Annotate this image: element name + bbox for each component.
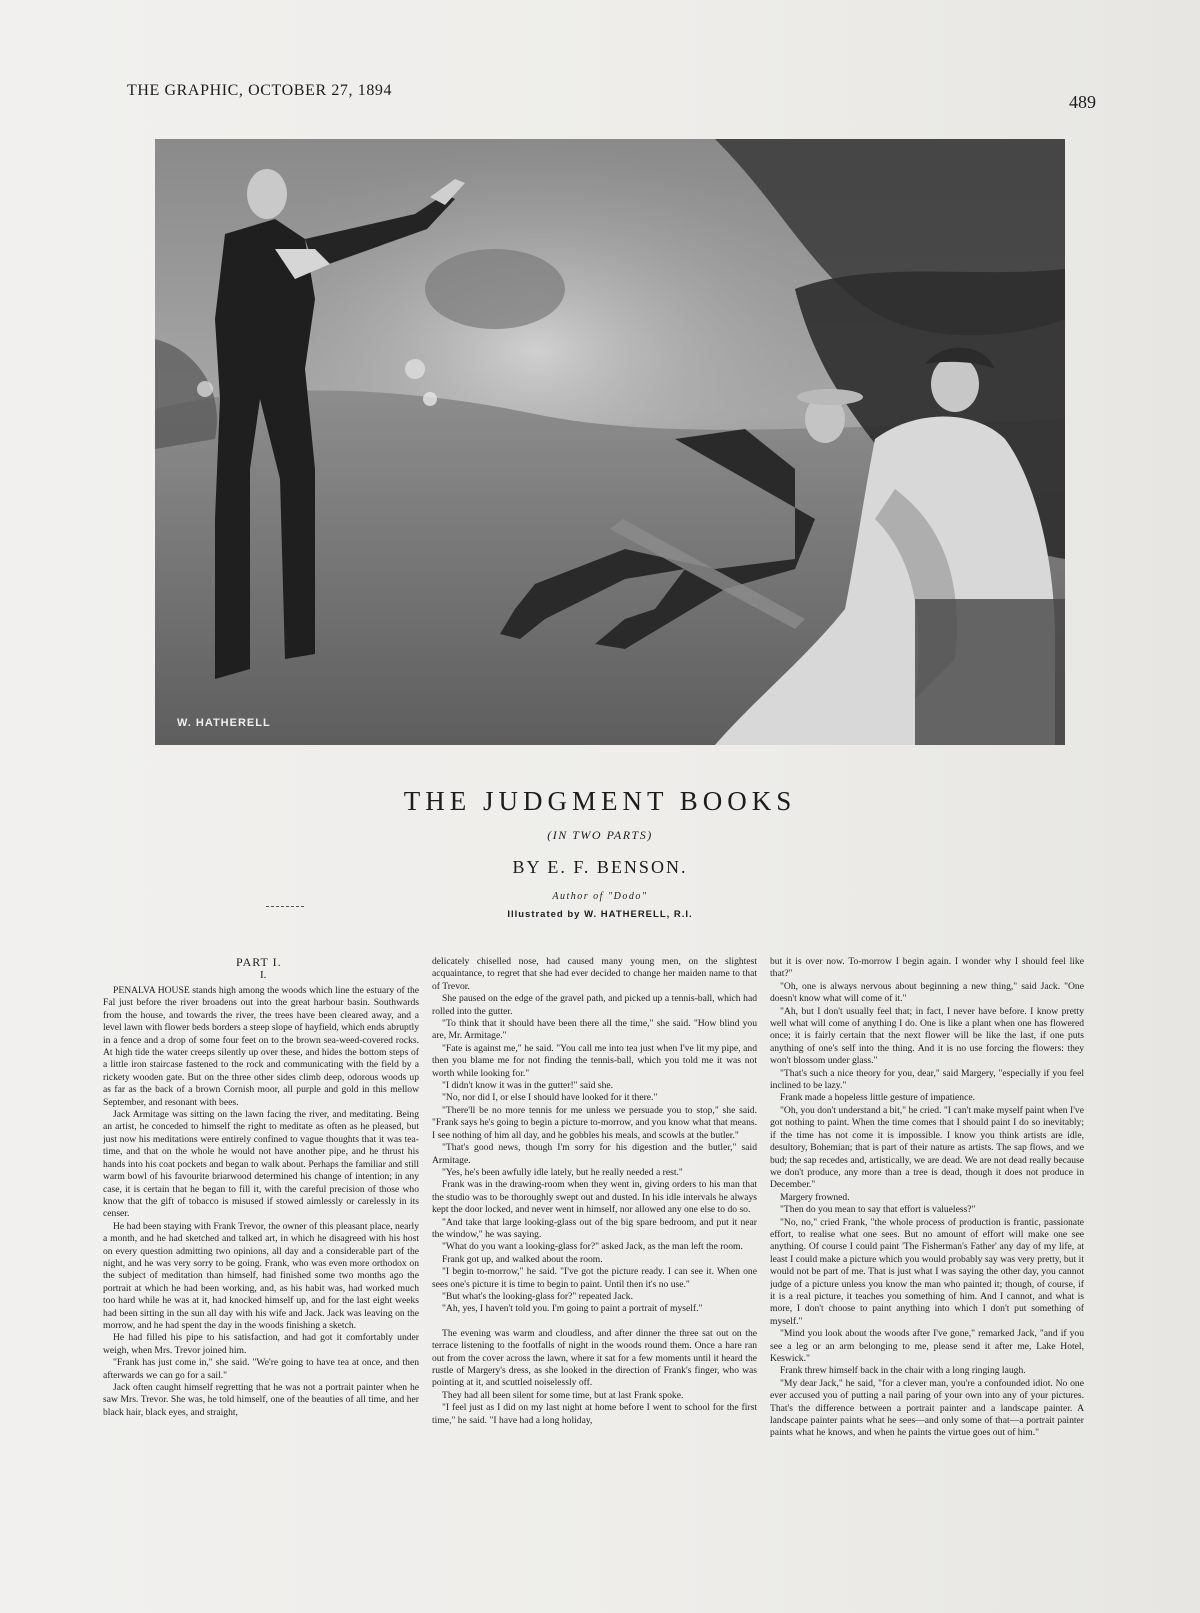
paragraph: "No, no," cried Frank, "the whole process of production is frantic, passionate effort, to realise what one sees. But no amount of effort will make one see anything. Of course I could paint 'The Fisherman's Father' any day of my life, at least I could make a picture which you would probably say was very pretty, but it would not be part of me. That is just what I was saying the other day, you cannot judge of a picture unless you know the man who painted it; though, of course, if it is a real picture, it teaches you something of him. And I cannot, and what is more, I don't choose to paint anything into which I don't put something of myself." (770, 1216, 1084, 1327)
text-column-3 (770, 956, 1084, 1521)
paragraph: "There'll be no more tennis for me unless we persuade you to stop," she said. "Frank says he's going to begin a picture to-morrow, and you know what that means. I see nothing of him all day, and he gobbles his meals, and scowls at the butler." (432, 1104, 757, 1141)
article-title: THE JUDGMENT BOOKS (403, 786, 797, 816)
paragraph: Frank got up, and walked about the room. (442, 1253, 603, 1265)
paragraph: "Ah, yes, I haven't told you. I'm going to paint a portrait of myself." (442, 1303, 703, 1315)
paragraph: but it is over now. To-morrow I begin again. I wonder why I should feel like that?" (770, 956, 1084, 980)
illustrator-credit: Illustrated by W. HATHERELL, R.I. (507, 909, 693, 920)
paragraph: PENALVA HOUSE stands high among the woods which line the estuary of the Fal just before the river broadens out into the great harbour basin. Southwards from the house, and towards the river, the trees have been cleared away, and a level lawn with flower beds borders a steep slope of hayfield, which ends abruptly in a fence and a drop of some four feet on to the brown sea-weed-covered rocks. At high tide the water creeps silently up over these, and hides the bottom steps of a little iron staircase fastened to the rock and communicating with the field by a rickety wooden gate. But on the three other sides climb deep, odorous woods up as far as the back of a brown Cornish moor, all purple and gold in this mellow September, and resonant with bees. (103, 985, 419, 1108)
paragraph: Jack Armitage was sitting on the lawn facing the river, and meditating. Being an artist, he conceded to himself the right to meditate as often as he pleased, but just now his meditations were entirely confined to vague thoughts that it was tea-time, and that on the whole he would not have another pipe, and he thrust his hands into his coat pockets and began to walk about. Perhaps the familiar and still warm bowl of his favourite briarwood determined his change of intention; in any case, it is certain that he began to fill it, with the careful precision of those who know that the gift of tobacco is misused if stowed aimlessly or carelessly in its censer. (103, 1109, 419, 1220)
article-byline: BY E. F. BENSON. (512, 857, 688, 877)
engraving-illustration (155, 139, 1065, 745)
engraving-drawing (155, 139, 1065, 745)
paragraph: "To think that it should have been there all the time," she said. "How blind you are, Mr. Armitage." (432, 1018, 757, 1042)
paragraph: "Yes, he's been awfully idle lately, but he really needed a rest." (442, 1166, 683, 1178)
paragraph: "Mind you look about the woods after I've gone," remarked Jack, "and if you see a leg or an arm belonging to me, please send it after me, Lake Hotel, Keswick." (770, 1328, 1084, 1364)
paragraph: "But what's the looking-glass for?" repeated Jack. (442, 1290, 633, 1302)
paragraph: She paused on the edge of the gravel path, and picked up a tennis-ball, which had rolled into the gutter. (432, 993, 757, 1017)
running-head: THE GRAPHIC, OCTOBER 27, 1894 (127, 82, 393, 99)
paragraph: He had filled his pipe to his satisfaction, and had got it comfortably under weigh, when Mrs. Trevor joined him. (103, 1332, 419, 1356)
chapter-numeral: I. (260, 969, 267, 981)
artist-signature: W. HATHERELL (177, 717, 271, 729)
section-break (432, 1316, 757, 1328)
paragraph: They had all been silent for some time, but at last Frank spoke. (442, 1389, 684, 1401)
paragraph: "Then do you mean to say that effort is valueless?" (780, 1204, 976, 1216)
paragraph: Frank was in the drawing-room when they went in, giving orders to his man that the studio was to be thoroughly swept out and dusted. In his idle intervals he always kept the door locked, and never went in himself, nor allowed any one else to do so. (432, 1179, 757, 1216)
text-column-2 (432, 956, 757, 1522)
paragraph: Margery frowned. (780, 1191, 850, 1203)
paragraph: "Fate is against me," he said. "You call me into tea just when I've lit my pipe, and then you blame me for not finding the tennis-ball, which you told me it was not worth while looking for." (432, 1042, 757, 1079)
author-credit: Author of "Dodo" (552, 891, 648, 902)
distant-tree (425, 249, 565, 329)
paragraph: "My dear Jack," he said, "for a clever man, you're a confounded idiot. No one ever accused you of putting a nail paring of your own into any of your pictures. That's the difference between a portrait painter and a landscape painter. A landscape painter paints what he sees—and only some of that—a portrait painter paints what he knows, and when he paints the virtue goes out of him." (770, 1377, 1084, 1439)
paragraph: "Ah, but I don't usually feel that; in fact, I never have before. I know pretty well what will come of anything I do. One is like a plant when one has flowered once; it is fairly certain that the next flower will be like the last, if one puts anything of one's self into the thing. And it is no use forcing the flowers: they won't blossom under glass." (770, 1005, 1084, 1067)
paragraph: He had been staying with Frank Trevor, the owner of this pleasant place, nearly a month, and he had sketched and talked art, in which he disagreed with his host on every question admitting two opinions, all day and a considerable part of the night, and he was very sorry to be going. Frank, who was even more orthodox on the subject of meditation than himself, had finished some two months ago the portrait at which he had been working, and, as his habit was, had worked much too hard while he was at it, had knocked himself up, and for the last eight weeks had been sitting in the sun all day with his wife and Jack. Jack was leaving on the morrow, and he had spent the day in the woods finishing a sketch. (103, 1220, 419, 1331)
paragraph: "That's good news, though I'm sorry for his digestion and the butler," said Armitage. (432, 1142, 757, 1166)
part-heading: PART I. (236, 955, 282, 969)
page-number: 489 (1069, 92, 1096, 112)
paragraph: "I didn't know it was in the gutter!" said she. (442, 1080, 614, 1092)
paragraph: "No, nor did I, or else I should have looked for it there." (442, 1092, 658, 1104)
decorative-rule (266, 906, 304, 909)
paragraph: "I begin to-morrow," he said. "I've got the picture ready. I can see it. When one sees one's picture it is time to begin to paint. Until then it's no use." (432, 1266, 757, 1290)
paragraph: "I feel just as I did on my last night at home before I went to school for the first time," he said. "I have had a long holiday, (432, 1402, 757, 1426)
paragraph: Frank threw himself back in the chair with a long ringing laugh. (780, 1365, 1026, 1377)
paragraph: delicately chiselled nose, had caused many young men, on the slightest acquaintance, to regret that she had ever decided to change her maiden name to that of Trevor. (432, 956, 757, 992)
paragraph: "Frank has just come in," she said. "We're going to have tea at once, and then afterwards we can go for a sail." (103, 1357, 419, 1381)
paragraph: Frank made a hopeless little gesture of impatience. (780, 1092, 976, 1104)
paragraph: "What do you want a looking-glass for?" asked Jack, as the man left the room. (442, 1241, 743, 1253)
text-column-1 (103, 985, 419, 1523)
paragraph: "Oh, one is always nervous about beginning a new thing," said Jack. "One doesn't know what will come of it." (770, 980, 1084, 1005)
paragraph: "Oh, you don't understand a bit," he cried. "I can't make myself paint when I've got nothing to paint. When the time comes that I should paint I do so inevitably; if the time has not come it is impossible. I know you think artists are idle, desultory, Bohemian; that is part of their nature as artists. The sap flows, and we bud; the sap recedes and, artistically, we are dead. We are not dead really because we don't produce, any more than a tree is dead, though it does not produce in December." (770, 1104, 1084, 1191)
paragraph: The evening was warm and cloudless, and after dinner the three sat out on the terrace listening to the footfalls of night in the woods round them. Once a hare ran out from the cover across the lawn, where it sat for a few moments until it heard the rustle of Margery's dress, as she looked in the direction of Frank's finger, who was pointing at it, and scuttled noiselessly off. (432, 1327, 757, 1389)
article-subtitle: (IN TWO PARTS) (547, 828, 653, 842)
paragraph: "That's such a nice theory for you, dear," said Margery, "especially if you feel inclined to be lazy." (770, 1067, 1084, 1092)
wicker-seat (915, 599, 1065, 745)
paragraph: Jack often caught himself regretting that he was not a portrait painter when he saw Mrs. Trevor. She was, he told himself, one of the beauties of all time, and her black hair, black eyes, and straight, (103, 1382, 419, 1418)
paragraph: "And take that large looking-glass out of the big spare bedroom, and put it near the window," he was saying. (432, 1216, 757, 1240)
